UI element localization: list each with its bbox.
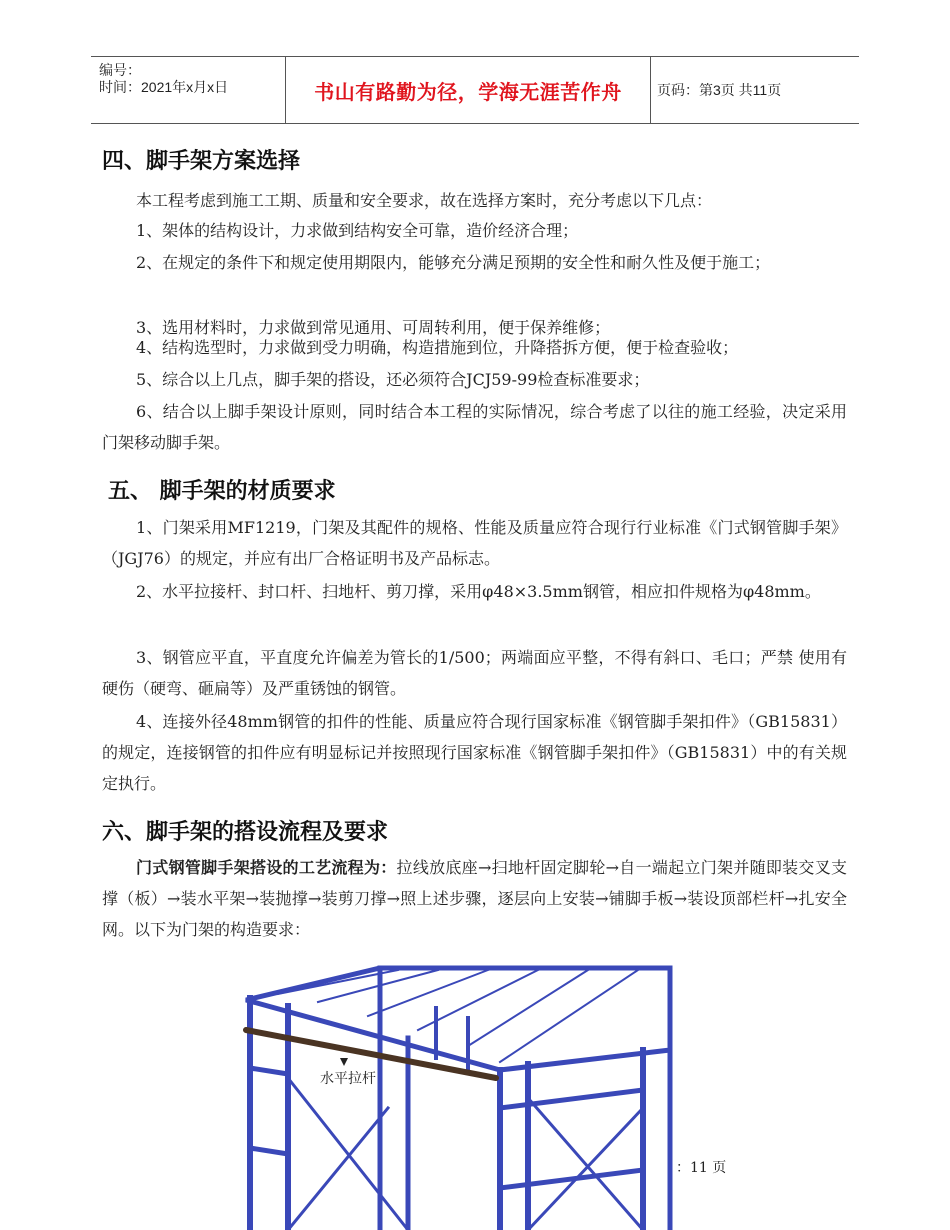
header-left bbox=[99, 57, 285, 128]
scaffold-illustration bbox=[238, 958, 683, 1230]
process-lead: 门式钢管脚手架搭设的工艺流程为： bbox=[136, 858, 397, 877]
paragraph: 4、连接外径48mm钢管的扣件的性能、质量应符合现行国家标准《钢管脚手架扣件》（GB15831）的规定，连接钢管的扣件应有明显标记并按照现行国家标准《钢管脚手架扣件》（GB15831）中的有关规定执行。 bbox=[102, 712, 847, 793]
page-footer: ：11 页 bbox=[676, 1160, 727, 1176]
process-paragraph bbox=[102, 852, 847, 945]
paragraph: 6、结合以上脚手架设计原则，同时结合本工程的实际情况，综合考虑了以往的施工经验，决定采用门架移动脚手架。 bbox=[102, 402, 847, 452]
paragraph: 2、在规定的条件下和规定使用期限内，能够充分满足预期的安全性和耐久性及便于施工； bbox=[136, 253, 771, 272]
section-title-5: 五、 脚手架的材质要求 bbox=[108, 479, 336, 504]
motto-text: 书山有路勤为径，学海无涯苦作舟 bbox=[314, 79, 622, 104]
scaffold-figure bbox=[238, 958, 683, 1230]
page-header bbox=[91, 56, 859, 124]
section-title-6: 六、脚手架的搭设流程及要求 bbox=[102, 820, 389, 845]
header-motto-cell bbox=[285, 57, 651, 123]
paragraph: 3、选用材料时，力求做到常见通用、可周转利用，便于保养维修； bbox=[136, 318, 611, 337]
header-page-info bbox=[657, 57, 857, 123]
paragraph: 4、结构选型时，力求做到受力明确，构造措施到位，升降搭拆方便，便于检查验收； bbox=[136, 338, 739, 357]
paragraph: 1、架体的结构设计，力求做到结构安全可靠，造价经济合理； bbox=[136, 221, 579, 240]
figure-label-horizontal-bar: 水平拉杆 bbox=[320, 1071, 376, 1087]
paragraph: 本工程考虑到施工工期、质量和安全要求，故在选择方案时，充分考虑以下几点： bbox=[136, 191, 713, 210]
paragraph: 2、水平拉接杆、封口杆、扫地杆、剪刀撑，采用φ48×3.5mm钢管，相应扣件规格为φ48mm。 bbox=[136, 582, 821, 601]
paragraph: 5、综合以上几点，脚手架的搭设，还必须符合JCJ59-99检查标准要求； bbox=[136, 370, 650, 389]
number-label: 编号： bbox=[99, 62, 141, 78]
paragraph: 1、门架采用MF1219，门架及其配件的规格、性能及质量应符合现行行业标准《门式钢管脚手架》（JGJ76）的规定，并应有出厂合格证明书及产品标志。 bbox=[102, 518, 847, 568]
section-title-4: 四、脚手架方案选择 bbox=[102, 149, 301, 174]
process-steps: 拉线放底座→扫地杆固定脚轮→自一端起立门架并随即装交叉支撑（板）→装水平架→装抛撑→装剪刀撑→照上述步骤，逐层向上安装→铺脚手板→装设顶部栏杆→扎安全网。以下为门架的构造要求： bbox=[102, 858, 847, 939]
page-info-text: 页码：第3页 共11页 bbox=[657, 82, 782, 98]
time-label: 时间：2021年x月x日 bbox=[99, 79, 229, 95]
paragraph: 3、钢管应平直，平直度允许偏差为管长的1/500；两端面应平整，不得有斜口、毛口；严禁 使用有硬伤（硬弯、砸扁等）及严重锈蚀的钢管。 bbox=[102, 648, 847, 698]
